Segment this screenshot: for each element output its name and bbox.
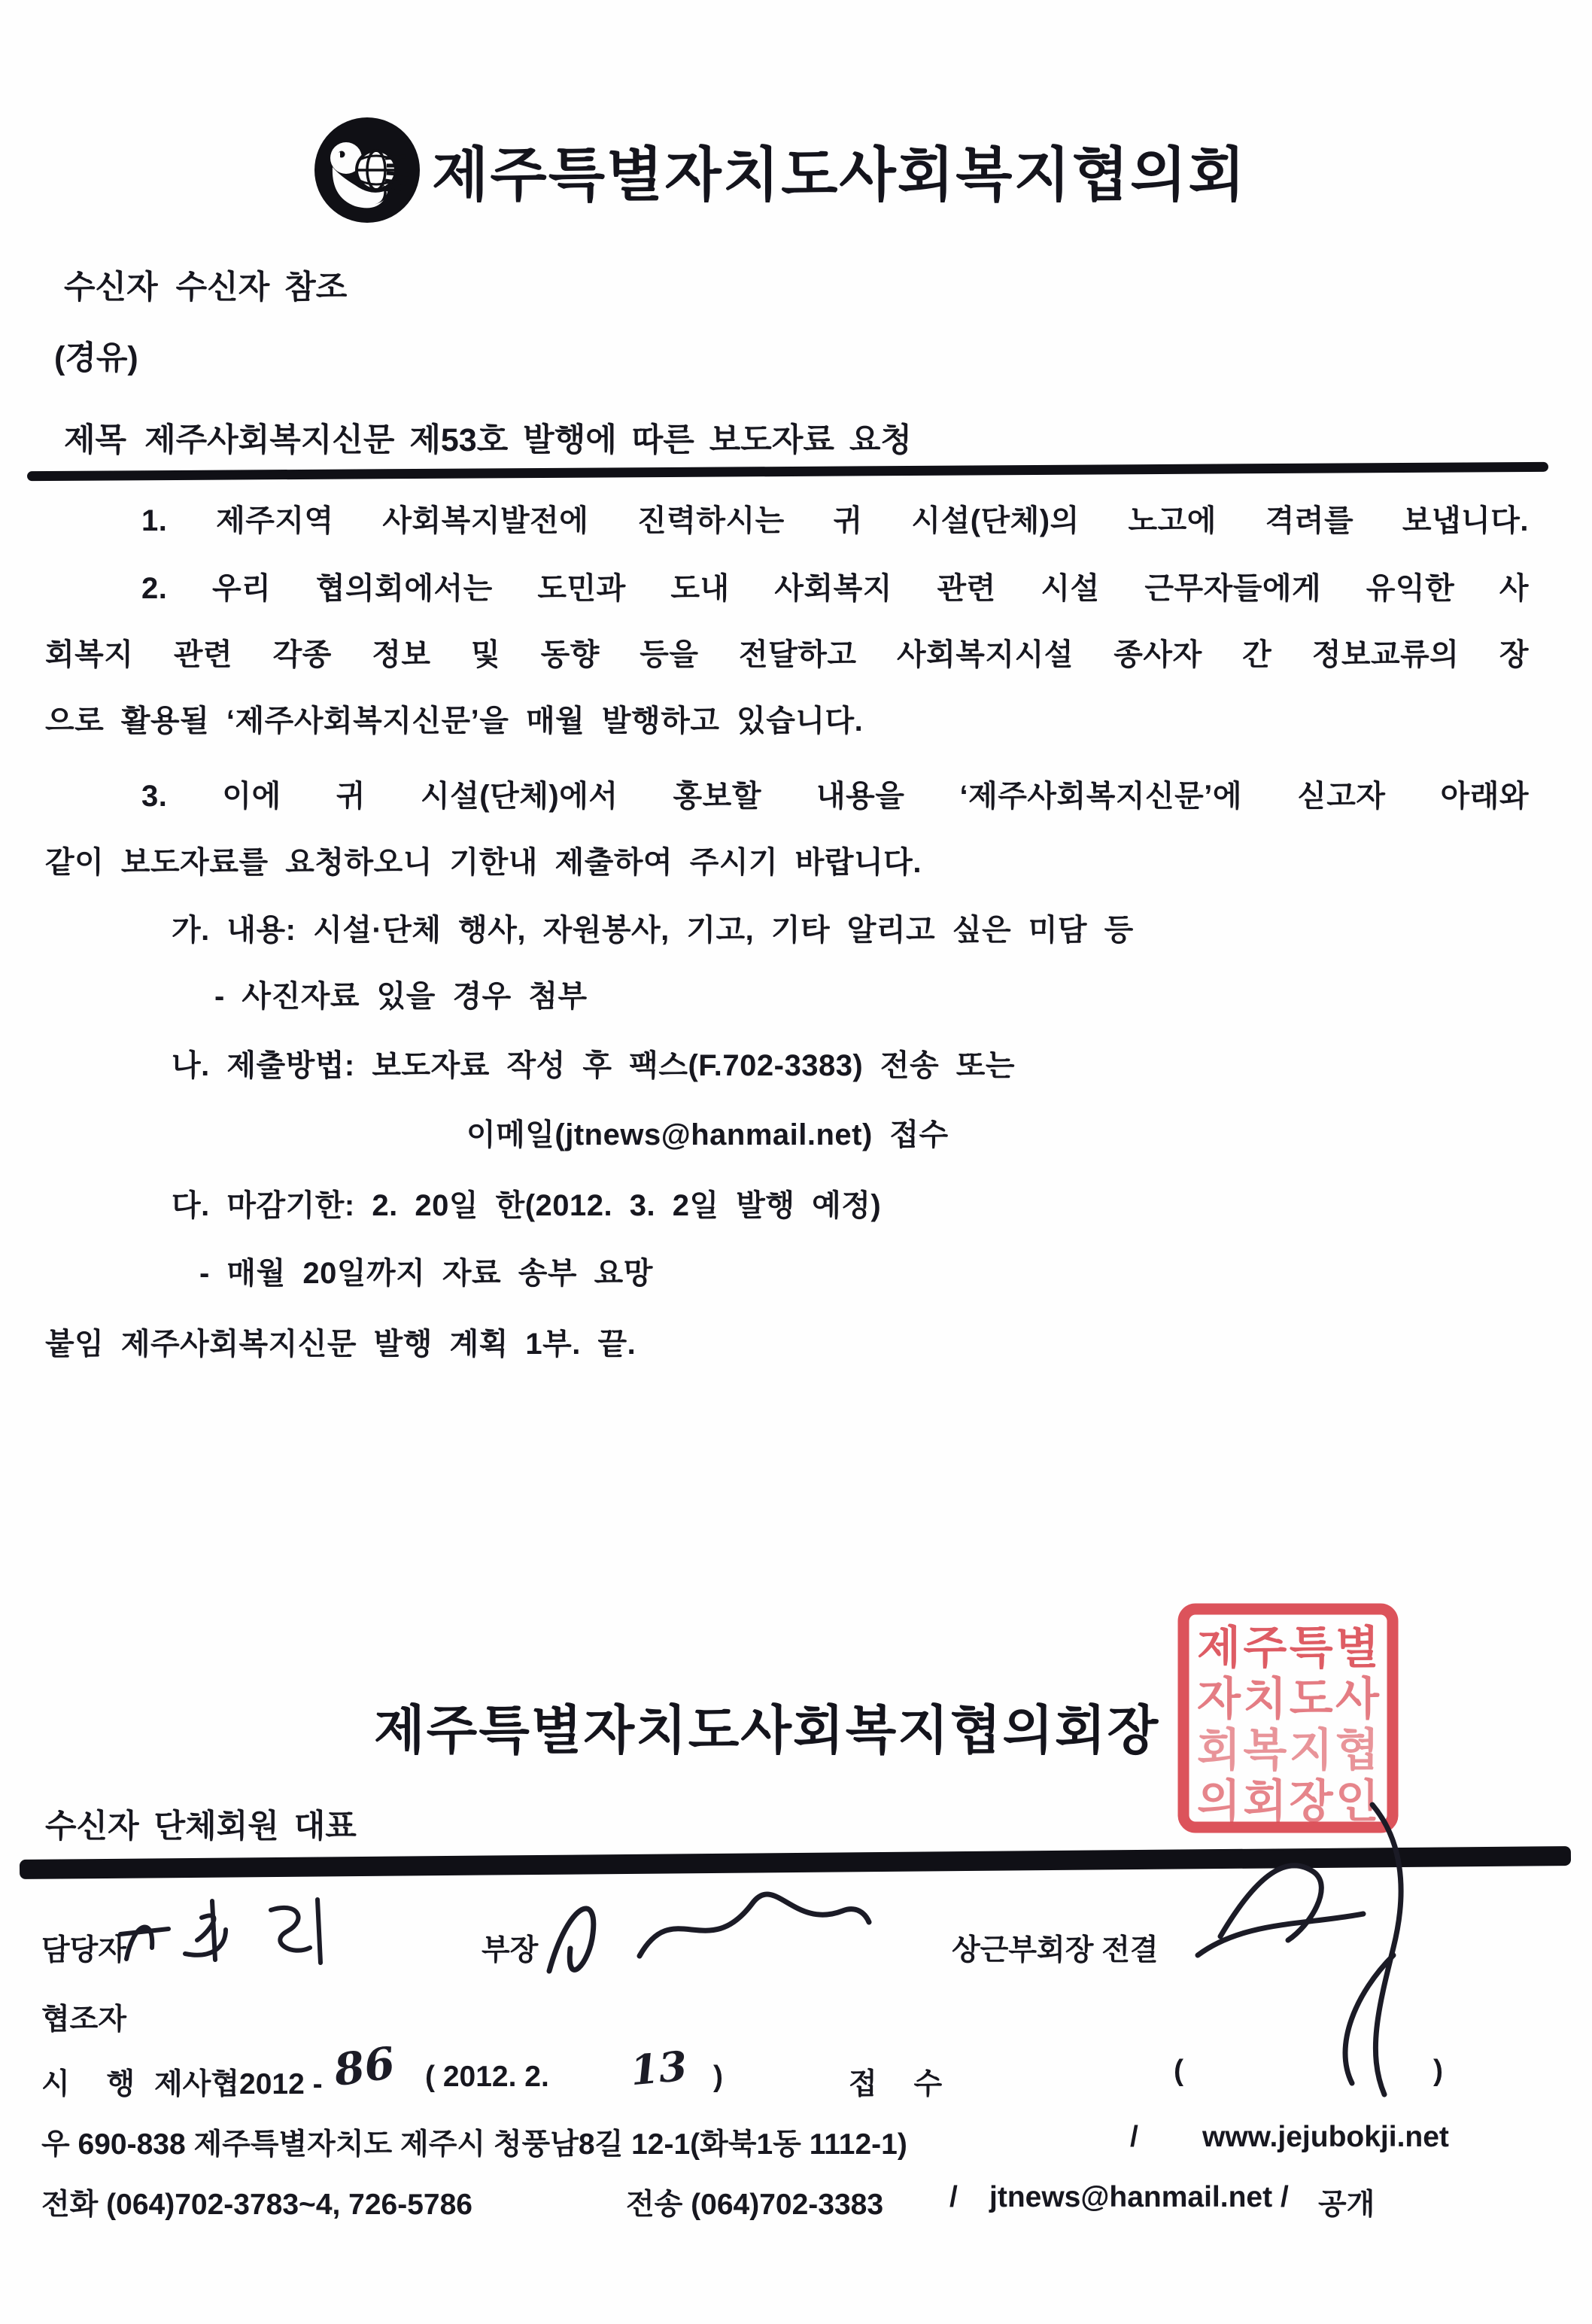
via-row: (경유) [54, 340, 138, 376]
seal-row: 의회장인 [1197, 1776, 1379, 1827]
manager-signature [113, 1887, 339, 2000]
final-recipient-label: 수신자 [45, 1808, 139, 1845]
exec-day-handwritten: 13 [628, 2041, 689, 2095]
slash: / [1281, 2181, 1289, 2213]
body-line: 3. 이에 귀 시설(단체)에서 홍보할 내용을 ‘제주사회복지신문’에 싣고자 아래와 [141, 780, 1529, 813]
seal-row: 자치도사 [1197, 1674, 1379, 1724]
slash: / [1130, 2121, 1138, 2153]
recipient-label: 수신자 [64, 269, 158, 306]
dove-globe-logo-icon [310, 113, 424, 227]
body-line: - 사진자료 있을 경우 첨부 [214, 980, 588, 1013]
fax: 전송 (064)702-3383 [626, 2189, 884, 2221]
body-line: 회복지 관련 각종 정보 및 동향 등을 전달하고 사회복지시설 종사자 간 정보교류의 장 [45, 638, 1529, 671]
manager-label: 담당자 [41, 1934, 127, 1967]
disclosure: 공개 [1318, 2189, 1375, 2221]
recipient-row [64, 262, 347, 308]
seal-row: 제주특별 [1197, 1623, 1379, 1673]
subject-row [64, 415, 912, 461]
exec-label: 시 행 [41, 2068, 135, 2100]
body-line: 2. 우리 협의회에서는 도민과 도내 사회복지 관련 시설 근무자들에게 유익한 사 [141, 572, 1529, 605]
body-line: 같이 보도자료를 요청하오니 기한내 제출하여 주시기 바랍니다. [45, 846, 922, 879]
receipt-paren-open: ( [1174, 2055, 1183, 2087]
attachment-line: 붙임 제주사회복지신문 발행 계획 1부. 끝. [45, 1328, 636, 1361]
phone: 전화 (064)702-3783~4, 726-5786 [41, 2189, 472, 2221]
doc-number: 제사협2012 - [154, 2068, 323, 2100]
doc-number-handwritten: 86 [330, 2037, 399, 2097]
receipt-label: 접 수 [849, 2068, 943, 2100]
address: 우 690-838 제주특별자치도 제주시 청풍남8길 12-1(화북1동 1112-1) [41, 2128, 907, 2161]
body-line: - 매월 20일까지 자료 송부 요망 [199, 1257, 653, 1290]
dept-head-signature [527, 1877, 873, 2005]
body-line: 으로 활용될 ‘제주사회복지신문’을 매월 발행하고 있습니다. [45, 704, 864, 738]
slash: / [949, 2181, 958, 2213]
subject-value: 제주사회복지신문 제53호 발행에 따른 보도자료 요청 [144, 422, 912, 458]
website: www.jejubokji.net [1202, 2121, 1449, 2153]
exec-date-open: ( 2012. 2. [425, 2061, 549, 2093]
org-header [310, 113, 1247, 227]
body-line: 다. 마감기한: 2. 20일 한(2012. 3. 2일 발행 예정) [172, 1189, 882, 1222]
signer-title: 제주특별자치도사회복지협의회장 [374, 1701, 1160, 1760]
body-line: 나. 제출방법: 보도자료 작성 후 팩스(F.702-3383) 전송 또는 [172, 1049, 1016, 1082]
body-line: 이메일(jtnews@hanmail.net) 접수 [466, 1118, 949, 1151]
exec-date-close: ) [713, 2061, 723, 2093]
body-line: 가. 내용: 시설·단체 행사, 자원봉사, 기고, 기타 알리고 싶은 미담 등 [172, 914, 1134, 947]
subject-divider-rule [27, 462, 1548, 481]
subject-label: 제목 [64, 422, 127, 458]
final-recipient-row [45, 1801, 357, 1847]
approver-label: 상근부회장 전결 [952, 1934, 1159, 1967]
body-line: 1. 제주지역 사회복지발전에 진력하시는 귀 시설(단체)의 노고에 격려를 보냅니다. [141, 504, 1529, 537]
dept-head-label: 부장 [482, 1934, 539, 1967]
approver-signature [1175, 1782, 1461, 2106]
cooperator-label: 협조자 [41, 2003, 127, 2036]
org-title: 제주특별자치도사회복지협의회 [432, 141, 1247, 208]
email: jtnews@hanmail.net [989, 2181, 1273, 2213]
seal-row: 회복지협 [1197, 1725, 1379, 1775]
receipt-paren-close: ) [1433, 2055, 1443, 2087]
final-recipient-value: 단체회원 대표 [153, 1808, 357, 1845]
recipient-value: 수신자 참조 [175, 269, 348, 306]
